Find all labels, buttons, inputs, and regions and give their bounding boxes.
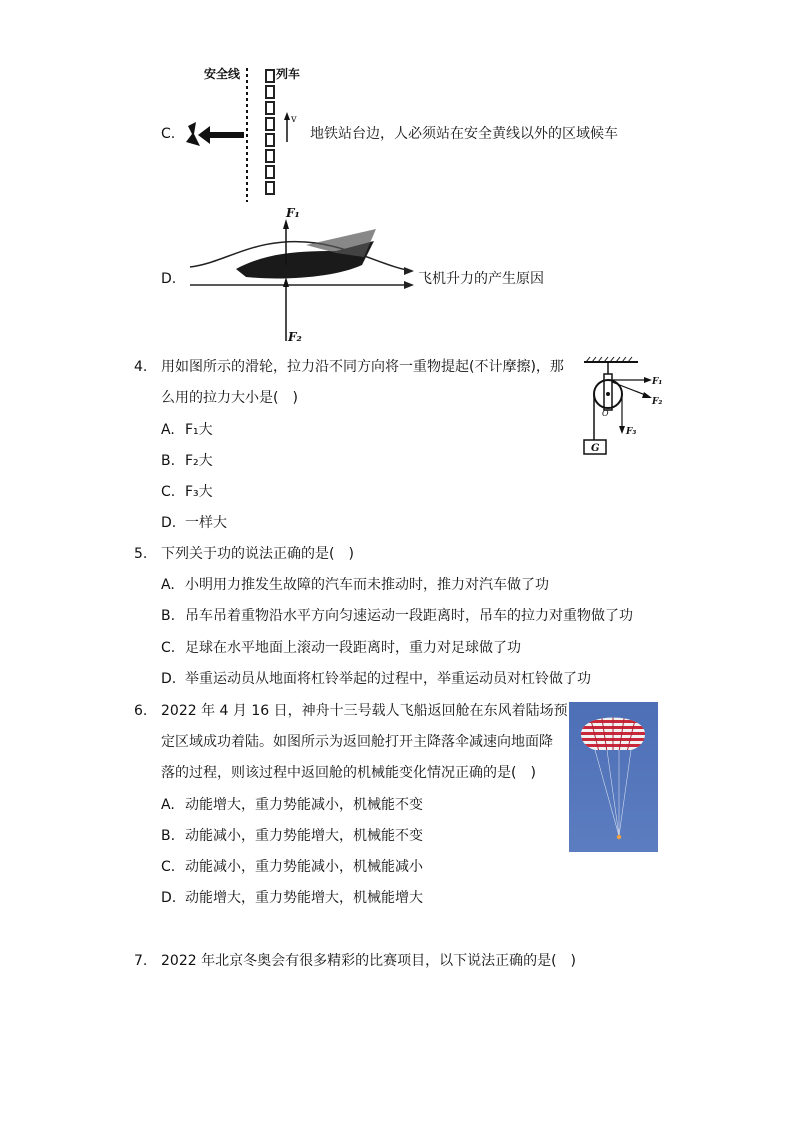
question-6-option-c-text: 动能减小，重力势能减小，机械能减小 — [185, 859, 423, 875]
question-6-option-d-label: D. — [161, 890, 177, 906]
question-5-option-d-label: D. — [161, 671, 177, 687]
option-c-label: C. — [161, 126, 176, 142]
question-6-option-a-label: A. — [161, 797, 175, 813]
question-5-option-b-text: 吊车吊着重物沿水平方向匀速运动一段距离时，吊车的拉力对重物做了功 — [185, 608, 633, 624]
question-5-option-c-label: C. — [161, 640, 176, 656]
question-5-option-a-label: A. — [161, 577, 175, 593]
option-d-label: D. — [161, 271, 177, 287]
question-7-number: 7. — [134, 953, 148, 969]
question-4-option-c-text: F₃大 — [185, 484, 213, 500]
question-4-option-b-text: F₂大 — [185, 453, 213, 469]
question-6-option-b-label: B. — [161, 828, 176, 844]
question-6-stem-line3: 落的过程，则该过程中返回舱的机械能变化情况正确的是( ) — [161, 765, 536, 781]
force-f2-label: F₂ — [652, 397, 663, 407]
question-6-option-c-label: C. — [161, 859, 176, 875]
question-6-number: 6. — [134, 703, 148, 719]
subway-safety-line-figure — [180, 62, 300, 208]
train-cars — [266, 70, 274, 194]
force-f3-label: F₃ — [626, 427, 637, 437]
question-4-option-b-label: B. — [161, 453, 176, 469]
weight-g-label: G — [591, 443, 600, 454]
question-4-option-d-text: 一样大 — [185, 515, 227, 531]
safety-line-label: 安全线 — [204, 67, 241, 81]
question-6-option-b-text: 动能减小，重力势能增大，机械能不变 — [185, 828, 423, 844]
question-6-option-d-text: 动能增大，重力势能增大，机械能增大 — [185, 890, 423, 906]
question-5-option-d-text: 举重运动员从地面将杠铃举起的过程中，举重运动员对杠铃做了功 — [185, 671, 591, 687]
question-7-stem: 2022 年北京冬奥会有很多精彩的比赛项目，以下说法正确的是( ) — [161, 953, 577, 969]
question-6-stem-line2: 定区域成功着陆。如图所示为返回舱打开主降落伞减速向地面降 — [161, 734, 553, 750]
question-4-option-d-label: D. — [161, 515, 177, 531]
question-4-number: 4. — [134, 359, 148, 375]
train-label: 列车 — [276, 67, 300, 81]
question-4-stem-line2: 么用的拉力大小是( ) — [161, 390, 298, 406]
question-4-option-a-text: F₁大 — [185, 422, 213, 438]
force-f1-label: F₁ — [652, 377, 663, 387]
question-5-option-a-text: 小明用力推发生故障的汽车而未推动时，推力对汽车做了功 — [185, 577, 549, 593]
question-5-option-c-text: 足球在水平地面上滚动一段距离时，重力对足球做了功 — [185, 640, 521, 656]
pulley-figure — [578, 356, 668, 464]
question-6-option-a-text: 动能增大，重力势能减小，机械能不变 — [185, 797, 423, 813]
velocity-label: v — [291, 114, 297, 125]
force-f2-label: F₂ — [288, 330, 302, 344]
question-5-option-b-label: B. — [161, 608, 176, 624]
question-5-stem: 下列关于功的说法正确的是( ) — [161, 546, 354, 562]
option-c-text: 地铁站台边，人必须站在安全黄线以外的区域候车 — [310, 126, 618, 142]
question-4-stem-line1: 用如图所示的滑轮，拉力沿不同方向将一重物提起(不计摩擦)，那 — [161, 359, 564, 375]
parachute-photo — [569, 702, 658, 856]
question-6-stem-line1: 2022 年 4 月 16 日，神舟十三号载人飞船返回舱在东风着陆场预 — [161, 703, 568, 719]
question-4-option-c-label: C. — [161, 484, 176, 500]
pulley-center-label: O — [602, 409, 609, 418]
question-5-number: 5. — [134, 546, 148, 562]
option-d-text: 飞机升力的产生原因 — [418, 271, 544, 287]
question-4-option-a-label: A. — [161, 422, 175, 438]
airplane-wing-lift-figure — [186, 205, 416, 354]
force-f1-label: F₁ — [286, 206, 300, 220]
